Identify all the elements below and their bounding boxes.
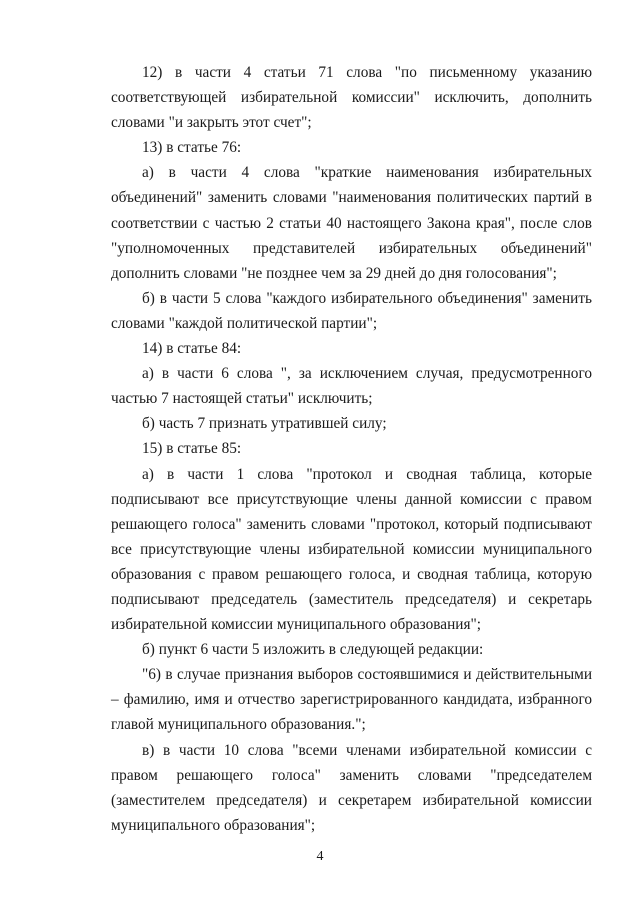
- paragraph-item-14b: б) часть 7 признать утратившей силу;: [142, 415, 387, 433]
- document-body: [111, 60, 592, 838]
- paragraph-item-14: 14) в статье 84:: [142, 340, 242, 358]
- paragraph-item-12: 12) в части 4 статьи 71 слова "по письменному указанию соответствующей избирательной комиссии" исключить, дополнить словами "и закрыть этот счет";: [111, 64, 592, 132]
- paragraph-item-13a: а) в части 4 слова "краткие наименования избирательных объединений" заменить словами "наименования политических партий в соответствии с частью 2 статьи 40 настоящего Закона края", после слов "уполномоченных представителей избирательных объединений" дополнить словами "не позднее чем за 29 дней до дня голосования";: [111, 164, 592, 282]
- paragraph-item-13: 13) в статье 76:: [142, 139, 242, 157]
- paragraph-item-15a: а) в части 1 слова "протокол и сводная таблица, которые подписывают все присутствующие члены данной комиссии с правом решающего голоса" заменить словами "протокол, который подписывают все присутствующие члены избирательной комиссии муниципального образования с правом решающего голоса, и сводная таблица, которую подписывают председатель (заместитель председателя) и секретарь избирательной комиссии муниципального образования";: [111, 465, 592, 634]
- paragraph-item-13b: б) в части 5 слова "каждого избирательного объединения" заменить словами "каждой политической партии";: [111, 289, 592, 332]
- paragraph-quoted-item-6: "6) в случае признания выборов состоявшимися и действительными – фамилию, имя и отчество зарегистрированного кандидата, избранного главой муниципального образования.";: [111, 666, 592, 734]
- paragraph-item-15b: б) пункт 6 части 5 изложить в следующей редакции:: [142, 641, 484, 659]
- page-number: 4: [316, 849, 324, 864]
- paragraph-item-15: 15) в статье 85:: [142, 440, 242, 458]
- paragraph-item-14a: а) в части 6 слова ", за исключением случая, предусмотренного частью 7 настоящей статьи" исключить;: [111, 365, 592, 408]
- paragraph-item-15v: в) в части 10 слова "всеми членами избирательной комиссии с правом решающего голоса" заменить словами "председателем (заместителем председателя) и секретарем избирательной комиссии муниципального образования";: [111, 741, 592, 834]
